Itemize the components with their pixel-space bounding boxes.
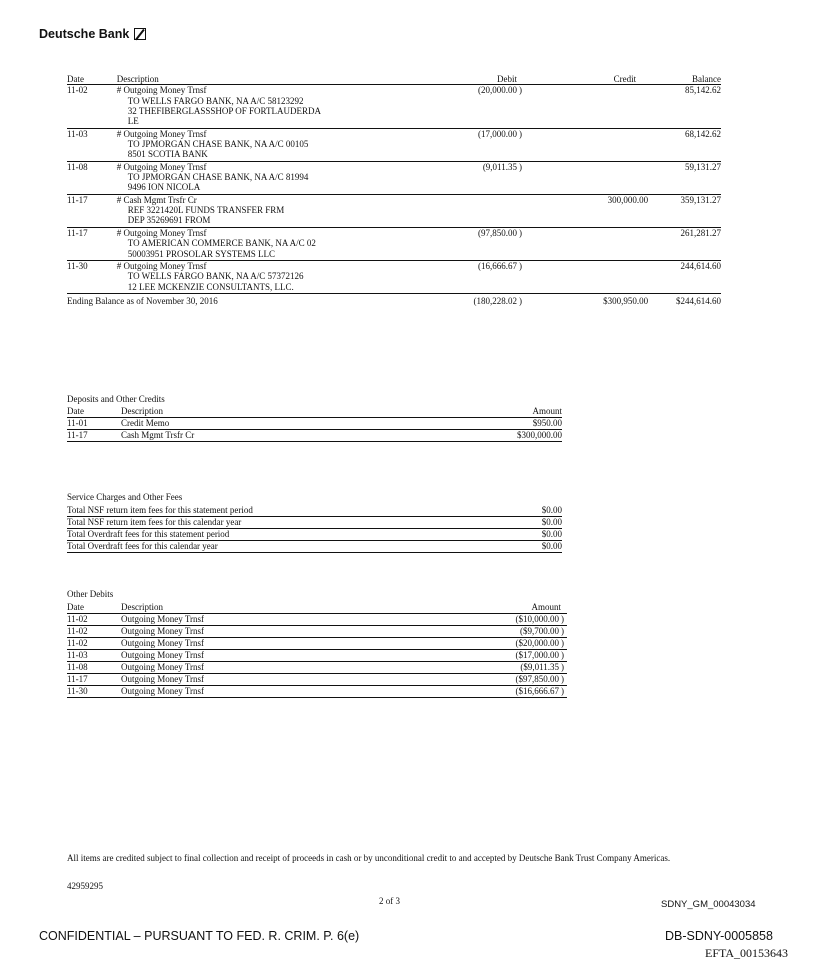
- transaction-date: 11-08: [67, 161, 117, 194]
- transaction-date: 11-17: [67, 227, 117, 260]
- transaction-type: # Outgoing Money Trnsf: [116, 85, 207, 96]
- other-debit-close-paren: ): [561, 649, 564, 660]
- other-debit-amount: [396, 661, 567, 673]
- transaction-credit: [527, 128, 648, 161]
- transaction-debit: [401, 85, 527, 128]
- other-debits-col-description: Description: [121, 602, 396, 613]
- debit-amount: (97,850.00: [477, 227, 517, 238]
- other-debits-header-row: [67, 602, 567, 613]
- transaction-type: # Outgoing Money Trnsf: [116, 128, 207, 139]
- transaction-row: [67, 128, 721, 161]
- other-debit-description: Outgoing Money Trnsf: [121, 613, 396, 625]
- deposits-col-description: Description: [121, 406, 394, 417]
- fee-amount: $0.00: [513, 505, 562, 516]
- other-debit-amount: [396, 637, 567, 649]
- transaction-row: [67, 85, 721, 128]
- transaction-balance: 59,131.27: [648, 161, 721, 194]
- fee-amount: $0.00: [513, 540, 562, 552]
- transaction-detail-line: 32 THEFIBERGLASSSHOP OF FORTLAUDERDA: [127, 106, 321, 117]
- transaction-date: 11-17: [67, 194, 117, 227]
- transactions-header-row: [67, 74, 721, 85]
- other-debits-table: [67, 602, 567, 698]
- debit-close-paren: ): [518, 227, 522, 238]
- transaction-credit: [527, 227, 648, 260]
- fee-label: Total NSF return item fees for this calendar year: [67, 516, 513, 528]
- transaction-description: [117, 161, 401, 194]
- other-debit-row: [67, 661, 567, 673]
- transaction-credit: 300,000.00: [527, 194, 648, 227]
- transaction-description: [117, 85, 401, 128]
- other-debit-description: Outgoing Money Trnsf: [121, 673, 396, 685]
- deposits-table: [67, 406, 562, 442]
- document-id: SDNY_GM_00043034: [661, 899, 756, 910]
- transaction-description: [117, 128, 401, 161]
- debit-amount: (17,000.00: [477, 128, 517, 139]
- transaction-credit: [527, 85, 648, 128]
- ending-balance: $244,614.60: [676, 295, 721, 306]
- other-debit-amount: [396, 673, 567, 685]
- fee-amount: $0.00: [513, 516, 562, 528]
- fees-table: [67, 505, 562, 553]
- deposit-description: Credit Memo: [121, 417, 394, 429]
- other-debit-date: 11-30: [67, 685, 121, 697]
- other-debit-date: 11-02: [67, 613, 121, 625]
- fee-row: [67, 505, 562, 516]
- transaction-debit: [401, 194, 527, 227]
- transaction-row: [67, 194, 721, 227]
- col-description: Description: [117, 74, 401, 85]
- transaction-detail-line: TO JPMORGAN CHASE BANK, NA A/C 81994: [127, 172, 309, 183]
- bates-number: DB-SDNY-0005858: [665, 929, 773, 943]
- other-debit-amount-value: ($9,700.00: [520, 625, 559, 636]
- deposit-amount: $300,000.00: [394, 429, 562, 441]
- debit-close-paren: ): [518, 85, 522, 96]
- ending-balance-row: [67, 293, 721, 306]
- transaction-type: # Outgoing Money Trnsf: [116, 161, 207, 172]
- debit-close-paren: ): [518, 128, 522, 139]
- col-date: Date: [67, 74, 117, 85]
- ending-debit-close-paren: ): [518, 295, 522, 306]
- other-debit-amount-value: ($17,000.00: [515, 649, 559, 660]
- transaction-description: [117, 260, 401, 293]
- other-debit-amount: [396, 685, 567, 697]
- transaction-row: [67, 227, 721, 260]
- debit-amount: (16,666.67: [477, 260, 517, 271]
- other-debit-amount-value: ($20,000.00: [515, 637, 559, 648]
- ending-credit: $300,950.00: [603, 295, 649, 306]
- fee-row: [67, 528, 562, 540]
- confidential-notice: CONFIDENTIAL – PURSUANT TO FED. R. CRIM. P. 6(e): [39, 929, 360, 943]
- bank-logo: [39, 27, 146, 41]
- bank-name: Deutsche Bank: [39, 27, 130, 41]
- transaction-detail-line: 12 LEE MCKENZIE CONSULTANTS, LLC.: [127, 281, 294, 292]
- debit-amount: (20,000.00: [477, 85, 517, 96]
- deposit-date: 11-17: [67, 429, 121, 441]
- deposits-title: Deposits and Other Credits: [67, 394, 165, 404]
- other-debit-amount-value: ($10,000.00: [515, 613, 559, 624]
- transactions-table: [67, 74, 721, 306]
- deposit-row: [67, 417, 562, 429]
- transaction-debit: [401, 260, 527, 293]
- transaction-date: 11-02: [67, 85, 117, 128]
- other-debit-close-paren: ): [561, 685, 564, 696]
- transaction-balance: 261,281.27: [648, 227, 721, 260]
- transaction-detail-line: 8501 SCOTIA BANK: [127, 149, 208, 160]
- other-debit-amount-value: ($9,011.35: [520, 661, 559, 672]
- transaction-detail-line: LE: [127, 116, 139, 127]
- other-debit-amount: [396, 649, 567, 661]
- transaction-credit: [527, 161, 648, 194]
- debit-close-paren: ): [518, 260, 522, 271]
- deposits-col-date: Date: [67, 406, 121, 417]
- transaction-description: [117, 194, 401, 227]
- other-debit-amount: [396, 613, 567, 625]
- collection-disclaimer: All items are credited subject to final collection and receipt of proceeds in cash or by unconditional credit to and accepted by Deutsche Bank Trust Company Americas.: [67, 853, 671, 863]
- other-debit-date: 11-03: [67, 649, 121, 661]
- transaction-balance: 244,614.60: [648, 260, 721, 293]
- other-debit-date: 11-08: [67, 661, 121, 673]
- transaction-debit: [401, 128, 527, 161]
- transaction-description: [117, 227, 401, 260]
- other-debit-description: Outgoing Money Trnsf: [121, 625, 396, 637]
- other-debits-col-date: Date: [67, 602, 121, 613]
- transaction-detail-line: 9496 ION NICOLA: [127, 182, 201, 193]
- transaction-row: [67, 260, 721, 293]
- other-debit-close-paren: ): [561, 673, 564, 684]
- page-number: 2 of 3: [379, 896, 400, 906]
- transaction-detail-line: 50003951 PROSOLAR SYSTEMS LLC: [127, 248, 276, 259]
- fee-row: [67, 516, 562, 528]
- other-debit-row: [67, 613, 567, 625]
- transaction-balance: 85,142.62: [648, 85, 721, 128]
- transaction-balance: 68,142.62: [648, 128, 721, 161]
- other-debit-amount-value: ($97,850.00: [515, 673, 559, 684]
- other-debit-close-paren: ): [561, 637, 564, 648]
- fee-row: [67, 540, 562, 552]
- other-debit-close-paren: ): [561, 661, 564, 672]
- fee-label: Total Overdraft fees for this statement period: [67, 528, 513, 540]
- debit-close-paren: ): [518, 161, 522, 172]
- fee-label: Total Overdraft fees for this calendar year: [67, 540, 513, 552]
- transaction-detail-line: TO AMERICAN COMMERCE BANK, NA A/C 02: [127, 238, 316, 249]
- col-debit: Debit: [401, 74, 527, 85]
- other-debits-col-amount: Amount: [396, 602, 567, 613]
- other-debit-row: [67, 673, 567, 685]
- col-balance: Balance: [648, 74, 721, 85]
- transaction-detail-line: TO WELLS FARGO BANK, NA A/C 58123292: [127, 95, 304, 106]
- transaction-row: [67, 161, 721, 194]
- fee-amount: $0.00: [513, 528, 562, 540]
- account-number: 42959295: [67, 881, 103, 891]
- deposit-description: Cash Mgmt Trsfr Cr: [121, 429, 394, 441]
- transaction-type: # Cash Mgmt Trsfr Cr: [116, 194, 197, 205]
- other-debit-row: [67, 685, 567, 697]
- col-credit: Credit: [527, 74, 648, 85]
- transaction-detail-line: TO JPMORGAN CHASE BANK, NA A/C 00105: [127, 139, 309, 150]
- other-debits-title: Other Debits: [67, 589, 114, 599]
- efta-number: EFTA_00153643: [705, 946, 789, 960]
- fees-title: Service Charges and Other Fees: [67, 492, 183, 502]
- transaction-type: # Outgoing Money Trnsf: [116, 227, 207, 238]
- other-debit-description: Outgoing Money Trnsf: [121, 637, 396, 649]
- fee-label: Total NSF return item fees for this statement period: [67, 505, 513, 516]
- other-debit-date: 11-02: [67, 625, 121, 637]
- transaction-detail-line: TO WELLS FARGO BANK, NA A/C 57372126: [127, 271, 304, 282]
- deposit-row: [67, 429, 562, 441]
- other-debit-close-paren: ): [561, 613, 564, 624]
- other-debit-row: [67, 637, 567, 649]
- other-debit-description: Outgoing Money Trnsf: [121, 649, 396, 661]
- deposit-date: 11-01: [67, 417, 121, 429]
- other-debit-description: Outgoing Money Trnsf: [121, 685, 396, 697]
- other-debit-description: Outgoing Money Trnsf: [121, 661, 396, 673]
- other-debit-amount: [396, 625, 567, 637]
- other-debit-row: [67, 649, 567, 661]
- transaction-detail-line: REF 3221420L FUNDS TRANSFER FRM: [127, 205, 285, 216]
- other-debit-date: 11-17: [67, 673, 121, 685]
- ending-debit-amount: (180,228.02: [473, 295, 517, 306]
- transaction-date: 11-03: [67, 128, 117, 161]
- transaction-debit: [401, 227, 527, 260]
- other-debit-row: [67, 625, 567, 637]
- transaction-type: # Outgoing Money Trnsf: [116, 260, 207, 271]
- transaction-balance: 359,131.27: [648, 194, 721, 227]
- transaction-debit: [401, 161, 527, 194]
- ending-balance-label: Ending Balance as of November 30, 2016: [67, 295, 218, 306]
- deutsche-bank-slash-icon: [134, 28, 146, 40]
- ending-debit: [401, 293, 527, 306]
- other-debit-close-paren: ): [561, 625, 564, 636]
- transaction-credit: [527, 260, 648, 293]
- transaction-date: 11-30: [67, 260, 117, 293]
- deposits-col-amount: Amount: [394, 406, 562, 417]
- deposit-amount: $950.00: [394, 417, 562, 429]
- other-debit-date: 11-02: [67, 637, 121, 649]
- other-debit-amount-value: ($16,666.67: [515, 685, 559, 696]
- deposits-header-row: [67, 406, 562, 417]
- debit-amount: (9,011.35: [482, 161, 517, 172]
- transaction-detail-line: DEP 35269691 FROM: [127, 215, 211, 226]
